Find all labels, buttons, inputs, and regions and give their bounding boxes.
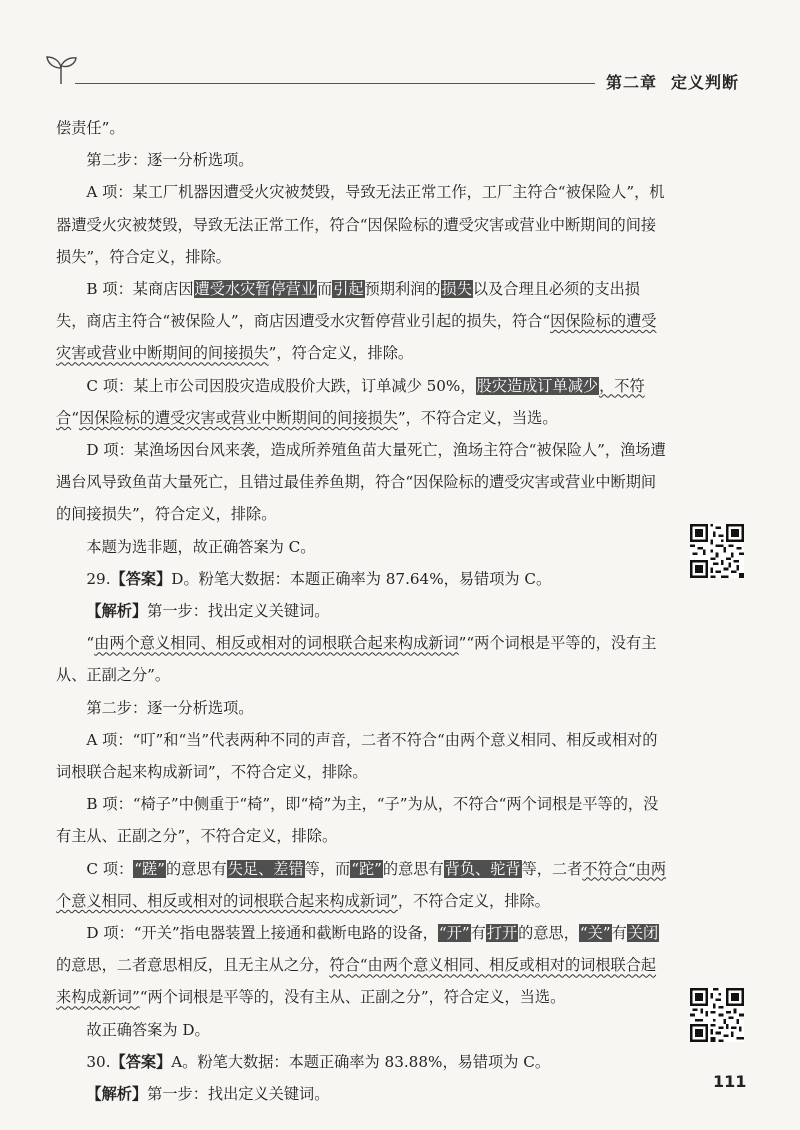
highlight: 股灾造成订单减少 bbox=[476, 376, 599, 395]
wavy-underline: 因保险标的遭受灾害或营业中断期间的间接损失 bbox=[78, 408, 398, 427]
paragraph: 故正确答案为 D。 bbox=[86, 1020, 210, 1039]
answer-text: D。粉笔大数据：本题正确率为 87.64%，易错项为 C。 bbox=[171, 569, 552, 588]
text-run: 的意思，二者意思相反，且无主从之分， bbox=[56, 956, 330, 975]
paragraph: D 项：某渔场因台风来袭，造成所养殖鱼苗大量死亡，渔场主符合“被保险人”，渔场遭遇台风导致鱼苗大量死亡，且错过最佳养鱼期，符合“因保险标的遭受灾害或营业中断期间的间接损失”，符合定义，排除。 bbox=[56, 441, 666, 524]
highlight: “蹉” bbox=[134, 859, 165, 878]
paragraph: 第二步：逐一分析选项。 bbox=[86, 151, 254, 170]
highlight: 关闭 bbox=[627, 924, 659, 943]
page-body bbox=[56, 112, 668, 1110]
wavy-underline: ，不符合 bbox=[56, 376, 645, 427]
text-run: 以及合理且必须的支出损失，商店主符合“被保险人”，商店因遭受水灾暂停营业引起的损失，符合“ bbox=[56, 280, 640, 331]
paragraph: 偿责任”。 bbox=[56, 119, 125, 137]
paragraph bbox=[56, 627, 668, 691]
paragraph bbox=[56, 273, 668, 370]
text-run: 第一步：找出定义关键词。 bbox=[147, 1085, 330, 1104]
text-run: 有 bbox=[470, 924, 486, 943]
highlight: 打开 bbox=[486, 924, 518, 943]
qr-code-icon[interactable] bbox=[690, 524, 744, 578]
text-run: ”，不符合定义，当选。 bbox=[397, 408, 558, 427]
paragraph bbox=[56, 917, 668, 1014]
highlight: 失足、差错 bbox=[227, 859, 304, 878]
text-run: C 项：某上市公司因股灾造成股价大跌，订单减少 50%， bbox=[86, 376, 476, 395]
highlight: 背负、驼背 bbox=[444, 859, 521, 878]
paragraph bbox=[56, 1078, 668, 1110]
paragraph bbox=[56, 595, 668, 627]
highlight: “跎” bbox=[351, 859, 382, 878]
wavy-underline: 因保险标的遭受灾害或营业中断期间的间接损失 bbox=[56, 312, 657, 363]
highlight: 引起 bbox=[333, 280, 364, 299]
text-run: “ bbox=[86, 634, 95, 653]
text-run: 第一步：找出定义关键词。 bbox=[147, 602, 330, 621]
analysis-label: 【解析】 bbox=[86, 602, 148, 621]
text-run: C 项： bbox=[86, 859, 134, 878]
answer-label: 【答案】 bbox=[110, 1052, 172, 1071]
paragraph: 第二步：逐一分析选项。 bbox=[86, 698, 254, 717]
text-run: 的意思有 bbox=[165, 859, 227, 878]
text-run: 有 bbox=[611, 924, 627, 943]
text-run: 的意思， bbox=[518, 924, 579, 943]
highlight: “开” bbox=[438, 924, 470, 943]
text-run: ”“两个词根是平等的，没有主从、正副之分”。 bbox=[56, 634, 657, 685]
text-run: 的意思有 bbox=[382, 859, 444, 878]
question-number: 30. bbox=[86, 1052, 111, 1071]
qr-code-icon[interactable] bbox=[690, 988, 744, 1042]
highlight: “关” bbox=[579, 924, 611, 943]
text-run: B 项：某商店因 bbox=[86, 280, 194, 299]
chapter-heading bbox=[606, 70, 739, 93]
answer-text: A。粉笔大数据：本题正确率为 83.88%，易错项为 C。 bbox=[171, 1052, 551, 1071]
question-number: 29. bbox=[86, 569, 111, 588]
text-run: ，不符合定义，排除。 bbox=[397, 891, 550, 910]
header-rule bbox=[75, 83, 595, 84]
wavy-underline: 不符合“由两个意义相同、相反或相对的词根联合起来构成新词” bbox=[56, 859, 667, 910]
answer-label: 【答案】 bbox=[110, 569, 172, 588]
text-run: “ bbox=[71, 408, 79, 427]
sprout-leaf-icon bbox=[44, 54, 78, 86]
page-header bbox=[0, 0, 800, 110]
highlight: 损失 bbox=[441, 280, 472, 299]
paragraph: 本题为选非题，故正确答案为 C。 bbox=[86, 537, 316, 556]
text-run: 而 bbox=[317, 280, 333, 299]
chapter-title: 定义判断 bbox=[671, 73, 740, 92]
page-number: 111 bbox=[713, 1072, 747, 1091]
paragraph bbox=[56, 563, 668, 595]
wavy-underline: 由两个意义相同、相反或相对的词根联合起来构成新词 bbox=[94, 634, 459, 653]
text-run: ”，符合定义，排除。 bbox=[268, 344, 414, 363]
highlight: 遭受水灾暂停营业 bbox=[194, 280, 317, 299]
analysis-label: 【解析】 bbox=[86, 1085, 148, 1104]
paragraph: A 项：“叮”和“当”代表两种不同的声音，二者不符合“由两个意义相同、相反或相对的词根联合起来构成新词”，不符合定义，排除。 bbox=[56, 730, 658, 782]
chapter-number: 第二章 bbox=[606, 73, 658, 92]
paragraph bbox=[56, 370, 668, 434]
paragraph bbox=[56, 853, 668, 917]
text-run: 预期利润的 bbox=[364, 280, 441, 299]
text-run: D 项：“开关”指电器装置上接通和截断电路的设备， bbox=[86, 924, 438, 943]
paragraph: A 项：某工厂机器因遭受火灾被焚毁，导致无法正常工作，工厂主符合“被保险人”，机器遭受火灾被焚毁，导致无法正常工作，符合“因保险标的遭受灾害或营业中断期间的间接损失”，符合定义，排除。 bbox=[56, 183, 665, 266]
text-run: “两个词根是平等的，没有主从、正副之分”，符合定义，当选。 bbox=[139, 988, 566, 1007]
text-run: 等，而 bbox=[304, 859, 351, 878]
paragraph: B 项：“椅子”中侧重于“椅”，即“椅”为主，“子”为从，不符合“两个词根是平等的，没有主从、正副之分”，不符合定义，排除。 bbox=[56, 795, 659, 846]
text-run: 等，二者 bbox=[521, 859, 583, 878]
wavy-underline: 符合“由两个意义相同、相反或相对的词根联合起来构成新词” bbox=[56, 956, 657, 1007]
paragraph bbox=[56, 1046, 668, 1078]
